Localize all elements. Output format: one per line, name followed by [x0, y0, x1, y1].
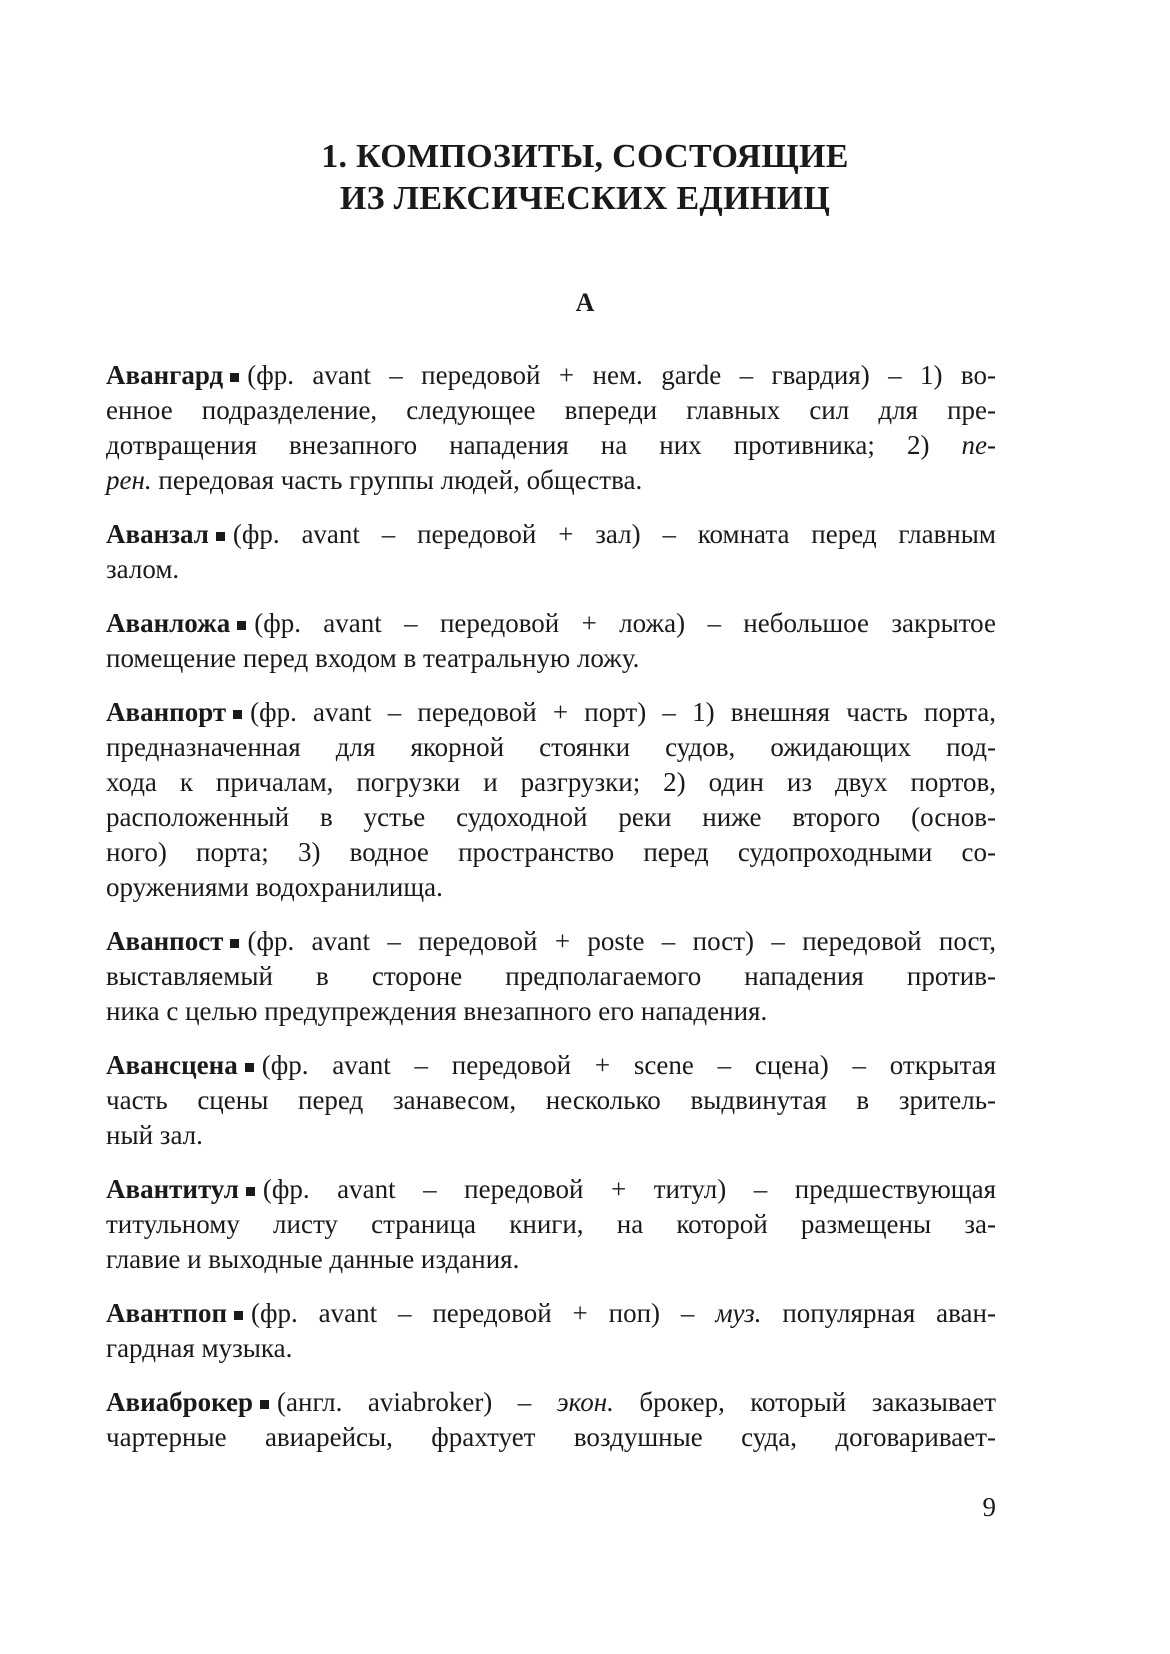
dictionary-entry — [106, 924, 996, 1029]
square-bullet-icon — [245, 1063, 254, 1072]
entry-text: (фр. avant – передовой + порт) – 1) внешняя часть порта, — [250, 697, 996, 727]
entry-line — [106, 1296, 996, 1331]
dictionary-entry — [106, 1172, 996, 1277]
dictionary-entry — [106, 695, 996, 905]
square-bullet-icon — [234, 1311, 243, 1320]
entry-line — [106, 358, 996, 393]
entry-line — [106, 1118, 996, 1153]
entry-line — [106, 695, 996, 730]
dictionary-entries — [106, 358, 996, 1474]
entry-line — [106, 1385, 996, 1420]
dictionary-entry — [106, 358, 996, 498]
entry-line — [106, 1420, 996, 1455]
entry-text: дотвращения внезапного нападения на них противника; 2) — [106, 430, 962, 460]
entry-headword: Авиаброкер — [106, 1387, 254, 1417]
entry-line — [106, 1331, 996, 1366]
entry-text: (англ. aviabroker) – — [277, 1387, 557, 1417]
dictionary-entry — [106, 1048, 996, 1153]
entry-line — [106, 800, 996, 835]
entry-text: (фр. avant – передовой + зал) – комната перед главным — [232, 519, 996, 549]
entry-line — [106, 393, 996, 428]
entry-headword: Авантпоп — [106, 1298, 228, 1328]
entry-line — [106, 641, 996, 676]
entry-text: (фр. avant – передовой + poste – пост) – передовой пост, — [247, 926, 996, 956]
entry-line — [106, 870, 996, 905]
entry-text: помещение перед входом в театральную ложу. — [106, 643, 640, 673]
entry-line — [106, 1242, 996, 1277]
entry-text: ного) порта; 3) водное пространство перед судопроходными со- — [106, 837, 996, 867]
entry-line — [106, 517, 996, 552]
square-bullet-icon — [216, 532, 225, 541]
entry-text: брокер, который заказывает — [613, 1387, 996, 1417]
entry-text: выставляемый в стороне предполагаемого нападения против- — [106, 961, 996, 991]
entry-label-abbreviation: пе- — [961, 430, 996, 460]
entry-line — [106, 552, 996, 587]
entry-line — [106, 1083, 996, 1118]
entry-headword: Аванпост — [106, 926, 224, 956]
entry-text: оружениями водохранилища. — [106, 872, 443, 902]
square-bullet-icon — [233, 710, 242, 719]
section-title — [0, 136, 1170, 220]
entry-line — [106, 765, 996, 800]
square-bullet-icon — [230, 939, 239, 948]
section-title-line-1: 1. КОМПОЗИТЫ, СОСТОЯЩИЕ — [321, 138, 849, 175]
entry-headword: Авансцена — [106, 1050, 238, 1080]
entry-text: хода к причалам, погрузки и разгрузки; 2) один из двух портов, — [106, 767, 996, 797]
entry-line — [106, 1172, 996, 1207]
entry-text: гардная музыка. — [106, 1333, 293, 1363]
entry-line — [106, 994, 996, 1029]
entry-headword: Авантитул — [106, 1174, 239, 1204]
entry-label-abbreviation: муз. — [715, 1298, 762, 1328]
entry-text: чартерные авиарейсы, фрахтует воздушные суда, договаривает- — [106, 1422, 996, 1452]
entry-text: передовая часть группы людей, общества. — [151, 465, 643, 495]
entry-headword: Авангард — [106, 360, 224, 390]
entry-text: ника с целью предупреждения внезапного его нападения. — [106, 996, 768, 1026]
section-title-line-2: ИЗ ЛЕКСИЧЕСКИХ ЕДИНИЦ — [339, 180, 831, 217]
entry-text: титульному листу страница книги, на которой размещены за- — [106, 1209, 996, 1239]
entry-label-abbreviation: экон. — [556, 1387, 614, 1417]
entry-text: популярная аван- — [761, 1298, 996, 1328]
dictionary-entry — [106, 1385, 996, 1455]
entry-line — [106, 959, 996, 994]
entry-line — [106, 463, 996, 498]
entry-line — [106, 1207, 996, 1242]
entry-line — [106, 730, 996, 765]
entry-line — [106, 1048, 996, 1083]
page-number: 9 — [982, 1492, 996, 1522]
entry-text: расположенный в устье судоходной реки ниже второго (основ- — [106, 802, 996, 832]
entry-text: (фр. avant – передовой + ложа) – небольшое закрытое — [254, 608, 996, 638]
entry-headword: Аванпорт — [106, 697, 227, 727]
entry-text: залом. — [106, 554, 180, 584]
entry-text: (фр. avant – передовой + scene – сцена) – открытая — [261, 1050, 996, 1080]
entry-line — [106, 924, 996, 959]
entry-text: (фр. avant – передовой + нем. garde – гвардия) – 1) во- — [247, 360, 996, 390]
entry-line — [106, 606, 996, 641]
entry-text: (фр. avant – передовой + поп) – — [251, 1298, 716, 1328]
dictionary-entry — [106, 1296, 996, 1366]
dictionary-entry — [106, 517, 996, 587]
dictionary-entry — [106, 606, 996, 676]
entry-text: ный зал. — [106, 1120, 203, 1150]
square-bullet-icon — [237, 621, 246, 630]
entry-text: енное подразделение, следующее впереди главных сил для пре- — [106, 395, 996, 425]
alphabet-letter-heading: А — [575, 288, 595, 317]
square-bullet-icon — [246, 1187, 255, 1196]
entry-headword: Аванложа — [106, 608, 231, 638]
square-bullet-icon — [260, 1400, 269, 1409]
entry-line — [106, 428, 996, 463]
entry-text: часть сцены перед занавесом, несколько выдвинутая в зритель- — [106, 1085, 996, 1115]
entry-headword: Аванзал — [106, 519, 209, 549]
square-bullet-icon — [230, 373, 239, 382]
entry-label-abbreviation: рен. — [106, 465, 152, 495]
entry-line — [106, 835, 996, 870]
entry-text: предназначенная для якорной стоянки судов, ожидающих под- — [106, 732, 996, 762]
entry-text: главие и выходные данные издания. — [106, 1244, 520, 1274]
entry-text: (фр. avant – передовой + титул) – предшествующая — [262, 1174, 996, 1204]
